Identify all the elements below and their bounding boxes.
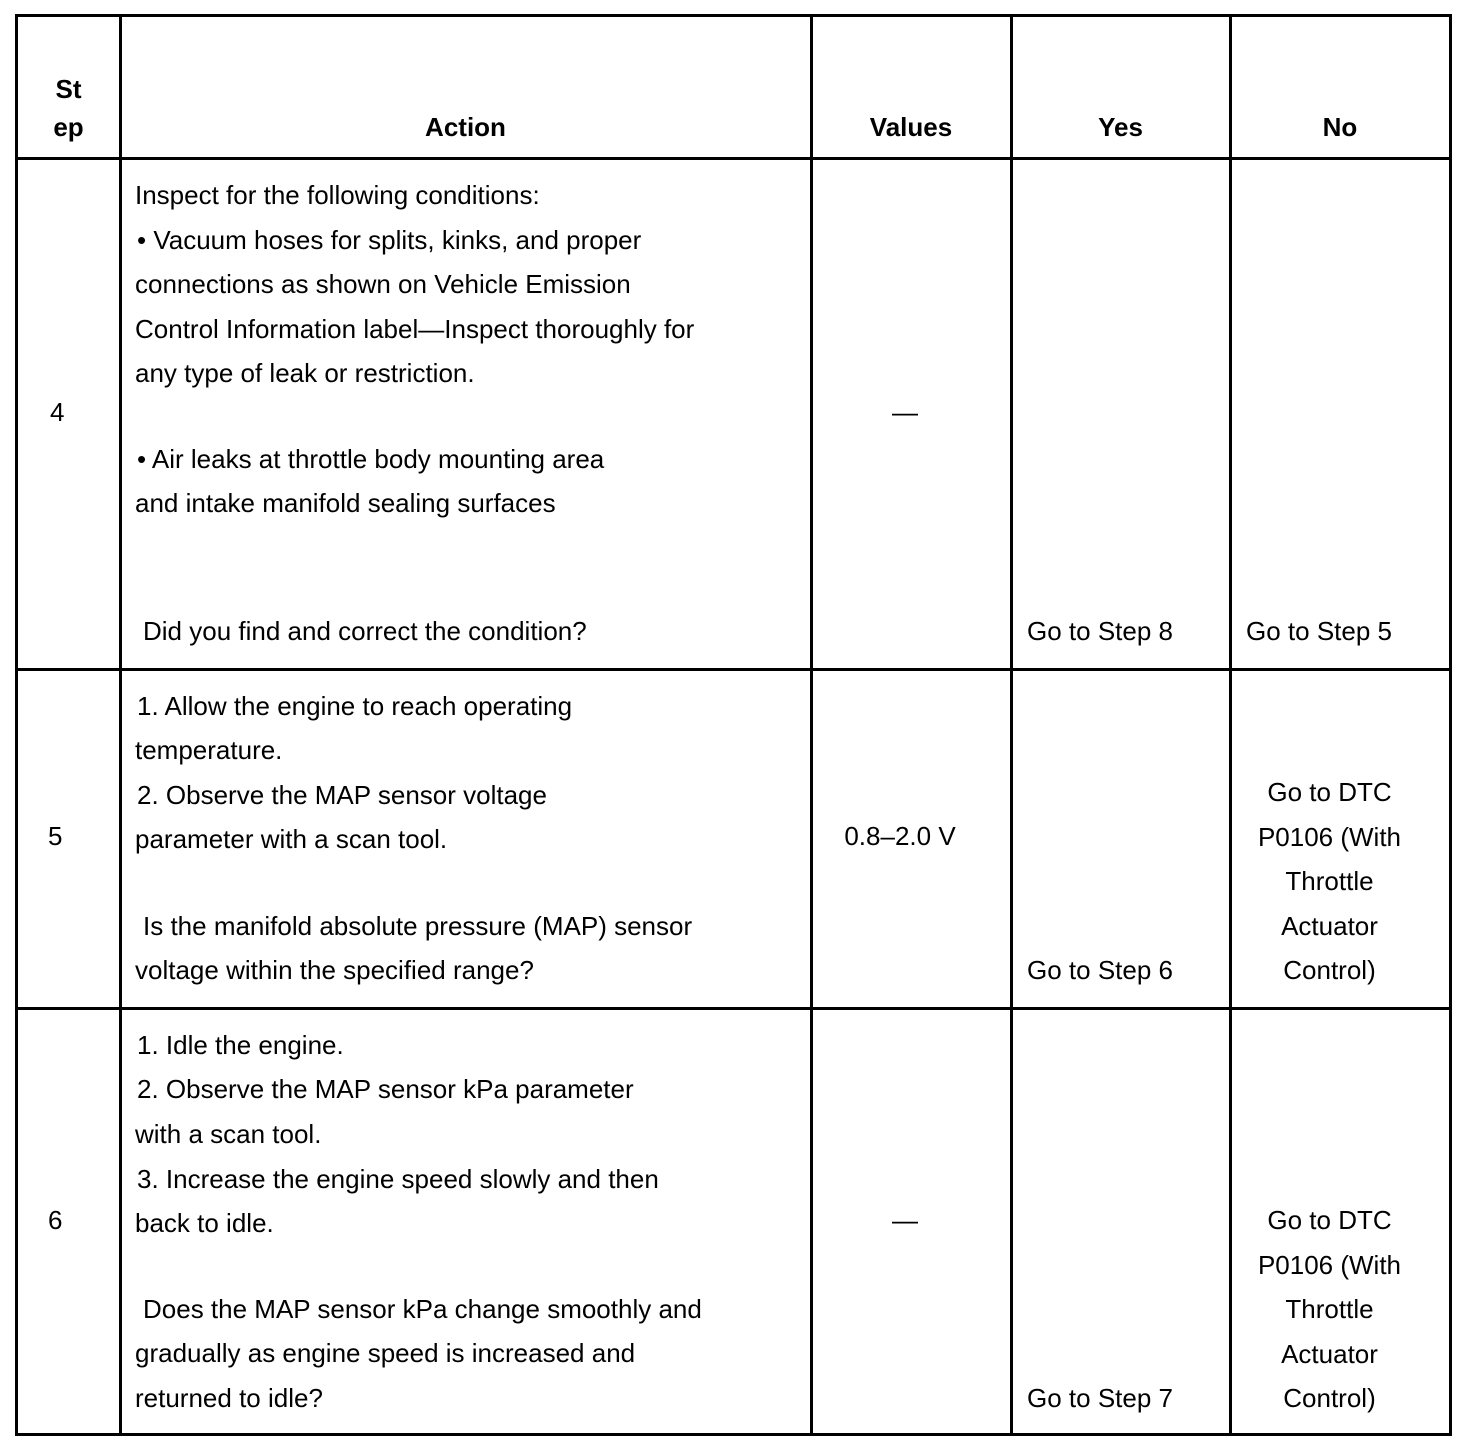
action-question: Does the MAP sensor kPa change smoothly and bbox=[143, 1294, 702, 1324]
action-line: 2. Observe the MAP sensor voltage bbox=[137, 780, 547, 810]
row-divider bbox=[18, 668, 1449, 671]
action-line: any type of leak or restriction. bbox=[135, 358, 475, 388]
row-no: Go to Step 5 bbox=[1246, 616, 1392, 646]
action-question: Did you find and correct the condition? bbox=[143, 616, 587, 646]
action-question: voltage within the specified range? bbox=[135, 955, 534, 985]
row-step-number: 5 bbox=[48, 821, 63, 851]
action-line: • Air leaks at throttle body mounting area bbox=[137, 444, 605, 474]
header-step-line2: ep bbox=[53, 112, 84, 142]
action-line: and intake manifold sealing surfaces bbox=[135, 488, 556, 518]
row-no-line: Throttle bbox=[1285, 1294, 1374, 1324]
row-no-line: P0106 (With bbox=[1257, 1249, 1402, 1280]
row-no-line: Actuator bbox=[1281, 910, 1378, 941]
action-line: parameter with a scan tool. bbox=[135, 824, 448, 854]
action-line: temperature. bbox=[135, 735, 283, 765]
action-line: with a scan tool. bbox=[135, 1119, 322, 1149]
header-action: Action bbox=[425, 112, 506, 142]
row-yes: Go to Step 6 bbox=[1027, 955, 1173, 985]
row-no-line: Control) bbox=[1283, 955, 1376, 985]
action-line: 1. Allow the engine to reach operating bbox=[137, 691, 573, 721]
column-divider bbox=[119, 17, 122, 1433]
action-line: connections as shown on Vehicle Emission bbox=[135, 269, 631, 299]
row-no-line: Go to DTC bbox=[1267, 1205, 1392, 1235]
row-value: 0.8–2.0 V bbox=[844, 821, 956, 851]
row-value: — bbox=[892, 397, 918, 427]
action-question: gradually as engine speed is increased and bbox=[135, 1338, 636, 1368]
row-no-line: Go to DTC bbox=[1267, 777, 1392, 807]
row-no-line: Control) bbox=[1283, 1383, 1376, 1413]
row-no bbox=[1231, 1198, 1428, 1421]
row-value: — bbox=[892, 1205, 918, 1235]
row-step-number: 4 bbox=[50, 397, 65, 427]
action-line: back to idle. bbox=[135, 1208, 274, 1238]
row-yes: Go to Step 8 bbox=[1027, 616, 1173, 646]
row-divider bbox=[18, 1007, 1449, 1010]
header-no: No bbox=[1322, 112, 1358, 142]
column-divider bbox=[1010, 17, 1013, 1433]
action-line: • Vacuum hoses for splits, kinks, and proper bbox=[137, 225, 642, 255]
header-values: Values bbox=[869, 112, 953, 142]
action-line: 1. Idle the engine. bbox=[137, 1030, 344, 1060]
row-no-line: Throttle bbox=[1285, 866, 1374, 896]
row-step-number: 6 bbox=[48, 1205, 63, 1235]
action-question: returned to idle? bbox=[135, 1383, 323, 1413]
action-line: Inspect for the following conditions: bbox=[135, 180, 540, 210]
action-line: 2. Observe the MAP sensor kPa parameter bbox=[137, 1074, 634, 1104]
header-yes: Yes bbox=[1098, 112, 1143, 142]
row-divider bbox=[18, 157, 1449, 160]
row-no-line: Actuator bbox=[1281, 1338, 1378, 1369]
action-question: Is the manifold absolute pressure (MAP) sensor bbox=[143, 911, 693, 941]
row-no bbox=[1231, 770, 1428, 993]
action-line: 3. Increase the engine speed slowly and then bbox=[137, 1164, 659, 1194]
header-step-line1: St bbox=[55, 74, 82, 104]
row-no-line: P0106 (With bbox=[1257, 821, 1402, 852]
action-line: Control Information label—Inspect thoroughly for bbox=[135, 314, 695, 344]
row-yes: Go to Step 7 bbox=[1027, 1383, 1173, 1413]
header-step bbox=[18, 70, 119, 146]
